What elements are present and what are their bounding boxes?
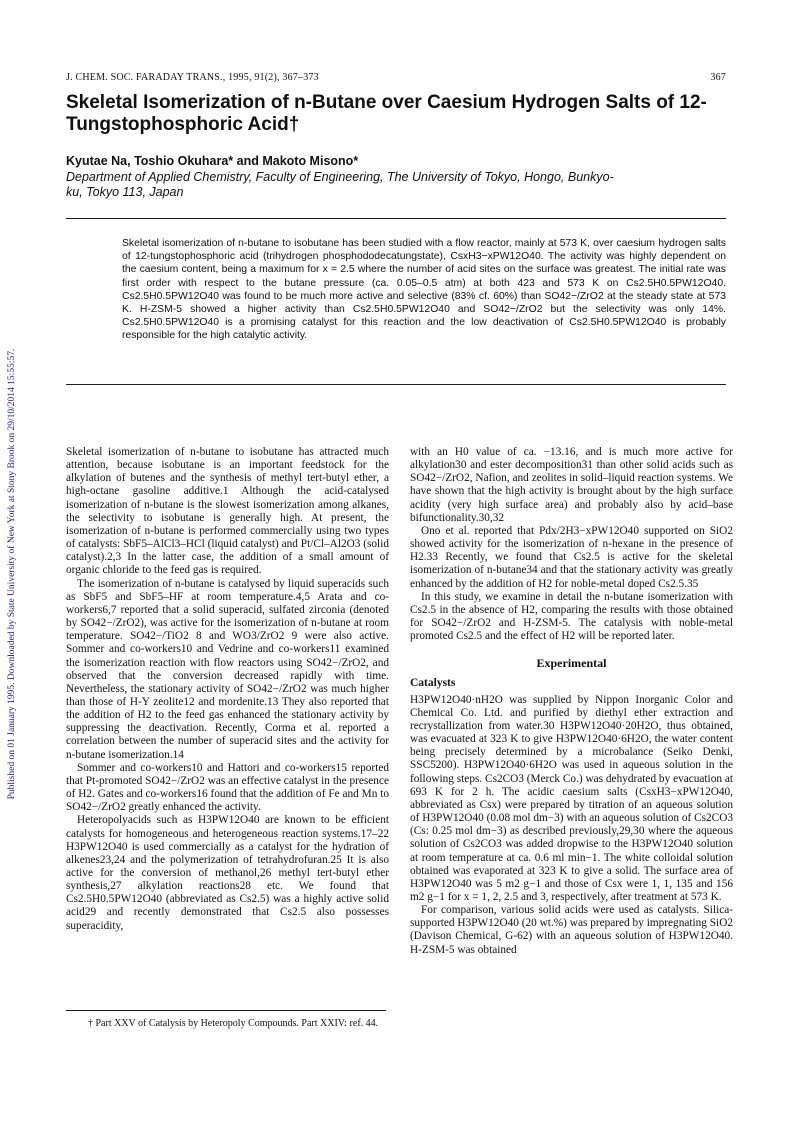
subsection-heading-catalysts: Catalysts [410, 676, 456, 689]
right-column [410, 446, 733, 957]
affiliation: Department of Applied Chemistry, Faculty of Engineering, The University of Tokyo, Hongo, Bunkyo-ku, Tokyo 113, Japan [66, 170, 614, 199]
author-list: Kyutae Na, Toshio Okuhara* and Makoto Misono* [66, 154, 359, 168]
abstract-text: Skeletal isomerization of n-butane to isobutane has been studied with a flow reactor, mainly at 573 K, over caesium hydrogen salts of 12-tungstophosphoric acid (trihydrogen phosphododecatungstate), CsxH3−xPW12O40. The activity was highly dependent on the caesium content, being a maximum for x = 2.5 where the number of acid sites on the surface was greatest. The initial rate was first order with respect to the butane pressure (ca. 0.05–0.5 atm) at both 423 and 573 K on Cs2.5H0.5PW12O40. Cs2.5H0.5PW12O40 was found to be much more active and selective (83% cf. 60%) than SO42−/ZrO2 at the steady state at 573 K. H-ZSM-5 showed a higher activity than Cs2.5H0.5PW12O40 and SO42−/ZrO2 but the selectivity was only 14%. Cs2.5H0.5PW12O40 is a promising catalyst for this reaction and the low deactivation of Cs2.5H0.5PW12O40 is probably responsible for the high catalytic activity. [122, 238, 726, 342]
body-paragraph: Ono et al. reported that Pdx/2H3−xPW12O40 supported on SiO2 showed activity for the isomerization of n-hexane in the presence of H2.33 Recently, we found that Cs2.5 is active for the skeletal isomerization of n-butane34 and that the stationary activity was greatly enhanced by the addition of H2 for noble-metal doped Cs2.5.35 [410, 524, 733, 590]
running-head [66, 72, 726, 86]
body-paragraph: Skeletal isomerization of n-butane to isobutane has attracted much attention, because isobutane is an important feedstock for the alkylation of butenes and the synthesis of methyl tert-butyl ether, a high-octane gasoline additive.1 Although the acid-catalysed isomerization of n-butane is the slowest isomerization among alkanes, the selectivity to isobutane is generally high. At present, the isomerization of n-butane is performed commercially using two types of catalysts: SbF5–AlCl3–HCl (liquid catalyst) and Pt/Cl–Al2O3 (solid catalyst).2,3 In the latter case, the addition of a small amount of organic chloride to the feed gas is required. [66, 446, 389, 577]
article-title: Skeletal Isomerization of n-Butane over Caesium Hydrogen Salts of 12-Tungstophosphoric Acid† [66, 92, 707, 135]
section-heading-experimental: Experimental [536, 656, 607, 671]
body-paragraph: Sommer and co-workers10 and Hattori and co-workers15 reported that Pt-promoted SO42−/ZrO2 was an effective catalyst in the presence of H2. Gates and co-workers16 found that the addition of Fe and Mn to SO42−/ZrO2 greatly enhanced the activity. [66, 761, 389, 814]
footnote-divider [66, 1010, 386, 1011]
left-column [66, 446, 389, 933]
body-paragraph: H3PW12O40·nH2O was supplied by Nippon Inorganic Color and Chemical Co. Ltd. and purified by diethyl ether extraction and recrystallization from water.30 H3PW12O40·20H2O, thus obtained, was evacuated at 323 K to give H3PW12O40·6H2O, the water content being precisely determined by a microbalance (Seiko Denki, SSC5200). H3PW12O40·6H2O was used in aqueous solution in the following steps. Cs2CO3 (Merck Co.) was dehydrated by evacuation at 693 K for 2 h. The acidic caesium salts (CsxH3−xPW12O40, abbreviated as Csx) were prepared by titration of an aqueous solution of H3PW12O40 (0.08 mol dm−3) with an aqueous solution of Cs2CO3 (Cs: 0.25 mol dm−3) as described previously,29,30 where the aqueous solution of Cs2CO3 was added dropwise to the H3PW12O40 solution at room temperature at ca. 0.6 ml min−1. The white colloidal solution obtained was evaporated at 323 K to give a solid. The surface area of H3PW12O40 was 5 m2 g−1 and those of Csx were 1, 1, 135 and 156 m2 g−1 for x = 1, 2, 2.5 and 3, respectively, after treatment at 573 K. [410, 693, 733, 903]
page-number: 367 [710, 72, 726, 83]
body-paragraph: Heteropolyacids such as H3PW12O40 are known to be efficient catalysts for homogeneous and heterogeneous reaction systems.17–22 H3PW12O40 is used commercially as a catalyst for the hydration of alkenes23,24 and the polymerization of tetrahydrofuran.25 It is also active for the conversion of methanol,26 methyl tert-butyl ether synthesis,27 alkylation reactions28 etc. We found that Cs2.5H0.5PW12O40 (abbreviated as Cs2.5) was a highly active solid acid29 and recently demonstrated that Cs2.5 also possesses superacidity, [66, 814, 389, 932]
body-paragraph: The isomerization of n-butane is catalysed by liquid superacids such as SbF5 and SbF5–HF at room temperature.4,5 Arata and co-workers6,7 reported that a solid superacid, sulfated zirconia (denoted by SO42−/ZrO2), was active for the isomerization of n-butane at room temperature. SO42−/TiO2 8 and WO3/ZrO2 9 were also active. Sommer and co-workers10 and Vedrine and co-workers11 examined the isomerization reaction with flow reactors using SO42−/ZrO2, and observed that the conversion decreased rapidly with time. Nevertheless, the stationary activity of SO42−/ZrO2 was much higher than those of H-Y zeolite12 and mordenite.13 They also reported that the addition of H2 to the feed gas enhanced the stationary activity by suppressing the deactivation. Recently, Corma et al. reported a correlation between the number of superacid sites and the activity for n-butane isomerization.14 [66, 577, 389, 761]
abstract [122, 237, 726, 343]
journal-citation: J. CHEM. SOC. FARADAY TRANS., 1995, 91(2), 367–373 [66, 72, 319, 83]
download-watermark [0, 180, 20, 970]
body-paragraph: with an H0 value of ca. −13.16, and is much more active for alkylation30 and ester decomposition31 than other solid acids such as SO42−/ZrO2, Nafion, and zeolites in solid–liquid reaction systems. We have shown that the high activity is brought about by the high surface acidity (very high surface area) and probably also by acid–base bifunctionality.30,32 [410, 446, 733, 524]
download-watermark-text: Published on 01 January 1995. Downloaded by State University of New York at Stony Brook on 29/10/2014 15:55:57. [7, 348, 17, 800]
top-divider [66, 218, 726, 219]
body-paragraph: For comparison, various solid acids were used as catalysts. Silica-supported H3PW12O40 (20 wt.%) was prepared by impregnating SiO2 (Davison Chemical, G-62) with an aqueous solution of H3PW12O40. H-ZSM-5 was obtained [410, 904, 733, 956]
abstract-divider [66, 384, 726, 385]
body-paragraph: In this study, we examine in detail the n-butane isomerization with Cs2.5 in the absence of H2, comparing the results with those obtained for SO42−/ZrO2 and H-ZSM-5. The catalysis with noble-metal promoted Cs2.5 and the effect of H2 will be reported later. [410, 590, 733, 643]
footnote: † Part XXV of Catalysis by Heteropoly Compounds. Part XXIV: ref. 44. [88, 1018, 379, 1029]
